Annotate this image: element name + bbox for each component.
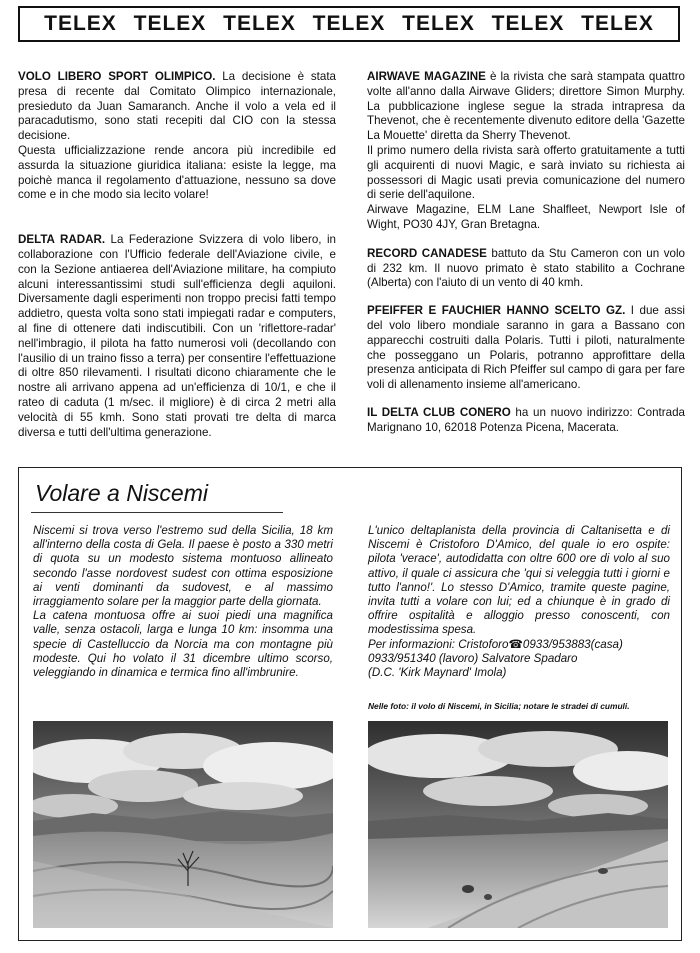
article-radar-body: La Federazione Svizzera di volo libero, in collaborazione con l'Ufficio federale dell'Aviazione civile, e con la Sezione antiaerea dell'Aviazione militare, ha compiuto alcuni interessantissimi studi sull'efficienza degli aquiloni. Diversamente dagli esperimenti non troppo precisi fatti tempo addietro, questa volta sono stati impiegati radar e computers, al fine di ottenere dati indiscutibili. Con un 'riflettore-radar' nell'imbragio, il pilota ha fatto numerosi voli (decollando con l'ausilio di un traino fisso a terra) per consentire l'effettuazione di oltre 850 rilevamenti. I risultati dicono chiaramente che le nostre ali arrivano appena ad un'efficienza di 10/1, e che il rateo di caduta (1 m/sec. il migliore) è di circa 2 metri alla velocità di 55 kmh. Sono stati provati tre delta di marca diversa e tutti dell'ultima generazione.: [18, 233, 336, 439]
article-olimpico-title: VOLO LIBERO SPORT OLIMPICO.: [18, 70, 216, 83]
landscape-photo-right: [368, 721, 668, 928]
article-airwave-body: è la rivista che sarà stampata quattro volte all'anno dalla Airwave Gliders; direttore Simon Murphy. La pubblicazione inglese segue la strada intrapresa da Thevenot, che è recentemente divenuto editore della 'Gazette La Mouette' diretta da Sherry Thevenot.: [367, 70, 686, 143]
feature-left-text: [33, 524, 333, 680]
article-airwave-address: Airwave Magazine, ELM Lane Shalfleet, Newport Isle of Wight, PO30 4JY, Gran Bretagna.: [367, 203, 685, 231]
feature-left-paragraph-1: Niscemi si trova verso l'estremo sud della Sicilia, 18 km all'interno della costa di Gela. Il paese è posto a 330 metri di quota su un modesto sistema montuoso allineato secondo l'asse nordovest sudest con ottima esposizione ai venti dominanti da sudovest, e al massimo irraggiamento solare per la maggior parte della giornata.: [33, 524, 333, 609]
article-pfeiffer: [367, 304, 685, 393]
article-record-body: battuto da Stu Cameron con un volo di 232 km. Il nuovo primato è stato stabilito a Cochrane (Alberta) con l'aiuto di un vento di 40 kmh.: [367, 246, 685, 290]
left-news-column: [18, 70, 336, 453]
article-conero: [367, 406, 685, 436]
right-news-column: [367, 70, 685, 449]
article-olimpico-body-2: Questa ufficializzazione rende ancora più incredibile ed assurda la situazione giuridica italiana: esiste la legge, ma poichè manca il regolamento d'attuazione, nessuno sa dove come e in che modo sia lecito volare!: [18, 143, 336, 202]
article-record: [367, 247, 685, 291]
feature-author-credit: (D.C. 'Kirk Maynard' Imola): [368, 666, 507, 680]
article-radar-title: DELTA RADAR.: [18, 233, 106, 247]
feature-right-paragraph-1: L'unico deltaplanista della provincia di Caltanisetta e di Niscemi è Cristoforo D'Amico, del quale io ero ospite: pilota 'verace', autodidatta con oltre 600 ore di volo al suo attivo, il quale ci assicura che 'qui si veleggia tutti i giorni e tutto l'anno!'. Lo stesso D'Amico, tramite queste pagine, invita tutti a volare con lui; ed a chiunque è in grado di offrire ospitalità e alloggio presso conoscenti, con modestissima spesa.: [368, 524, 670, 637]
article-olimpico-body: La decisione è stata presa di recente dal Comitato Olimpico internazionale, presieduto da Juan Samaranch. Anche il volo a vela ed il paracadutismo, sono stati recepiti dal CIO con la stessa decisione.: [18, 70, 336, 143]
article-pfeiffer-body: I due assi del volo libero mondiale saranno in gara a Bassano con apparecchi costruiti dalla Polaris. Tutti i piloti, naturalmente che posseggano un Polaris, potranno approfittare della presenza anticipata di Rich Pfeiffer sul campo di gara per fare voli di allenamento insieme all'americano.: [367, 304, 685, 392]
feature-contact-info: Per informazioni: Cristoforo☎0933/953883(casa) 0933/951340 (lavoro) Salvatore Spadaro: [368, 637, 623, 665]
landscape-photo-left: [33, 721, 333, 928]
article-record-title: RECORD CANADESE: [367, 246, 487, 260]
article-conero-title: IL DELTA CLUB CONERO: [367, 405, 511, 419]
article-radar: [18, 233, 336, 440]
photo-caption: Nelle foto: il volo di Niscemi, in Sicilia; notare le stradei di cumuli.: [368, 701, 630, 711]
telex-header-banner: [18, 6, 680, 42]
feature-title: Volare a Niscemi: [35, 480, 208, 506]
feature-title-rule: [31, 512, 283, 513]
article-pfeiffer-title: PFEIFFER E FAUCHIER HANNO SCELTO GZ.: [367, 304, 626, 318]
feature-left-paragraph-2: La catena montuosa offre ai suoi piedi una magnifica valle, senza ostacoli, larga e lunga 10 km: insomma una specie di Castelluccio da Norcia ma con montagne più modeste. Qui ho volato il 31 dicembre ultimo scorso, veleggiando in dinamica e termica fino all'imbrunire.: [33, 609, 333, 680]
feature-right-text: [368, 524, 670, 680]
article-airwave-title: AIRWAVE MAGAZINE: [367, 70, 486, 83]
telex-header-text: TELEX TELEX TELEX TELEX TELEX TELEX TELEX: [44, 12, 654, 35]
article-olimpico: [18, 70, 336, 144]
feature-box-niscemi: [18, 467, 682, 941]
article-conero-body: ha un nuovo indirizzo: Contrada Marignano 10, 62018 Potenza Picena, Macerata.: [367, 405, 685, 434]
article-airwave-body-2: Il primo numero della rivista sarà offerto gratuitamente a tutti gli acquirenti di nuovi Magic, e sarà inviato su richiesta ai possessori di Magic usati previa comunicazione del numero di serie dell'aquilone.: [367, 143, 685, 202]
article-airwave: [367, 70, 685, 144]
